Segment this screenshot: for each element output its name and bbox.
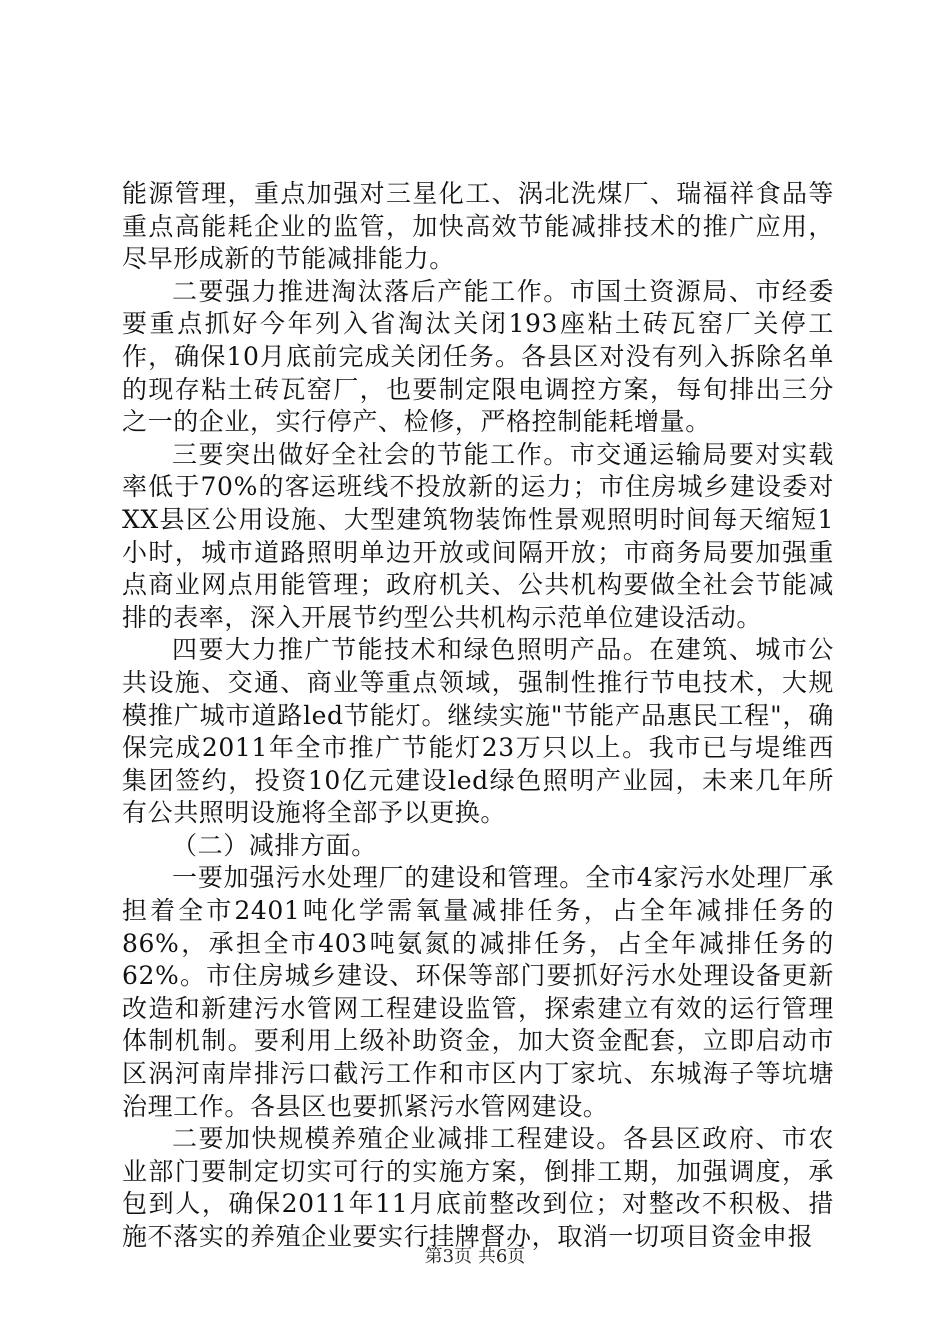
document-body: [122, 178, 834, 1254]
paragraph-society-energy-saving: 三要突出做好全社会的节能工作。市交通运输局要对实载率低于70%的客运班线不投放新的运力；市住房城乡建设委对XX县区公用设施、大型建筑物装饰性景观照明时间每天缩短1小时，城市道路照明单边开放或间隔开放；市商务局要加强重点商业网点用能管理；政府机关、公共机构要做全社会节能减排的表率，深入开展节约型公共机构示范单位建设活动。: [122, 439, 834, 632]
paragraph-sewage-treatment: 一要加强污水处理厂的建设和管理。全市4家污水处理厂承担着全市2401吨化学需氧量减排任务，占全年减排任务的86%，承担全市403吨氨氮的减排任务，占全年减排任务的62%。市住房城乡建设、环保等部门要抓好污水处理设备更新改造和新建污水管网工程建设监管，探索建立有效的运行管理体制机制。要利用上级补助资金，加大资金配套，立即启动市区涡河南岸排污口截污工作和市区内丁家坑、东城海子等坑塘治理工作。各县区也要抓紧污水管网建设。: [122, 863, 834, 1121]
section-heading-emission-reduction: （二）减排方面。: [172, 830, 377, 860]
paragraph-continuation: 能源管理，重点加强对三星化工、涡北洗煤厂、瑞福祥食品等重点高能耗企业的监管，加快高效节能减排技术的推广应用，尽早形成新的节能减排能力。: [122, 179, 834, 274]
page-footer: 第3页 共6页: [424, 1246, 526, 1267]
paragraph-green-lighting: 四要大力推广节能技术和绿色照明产品。在建筑、城市公共设施、交通、商业等重点领域，强制性推行节电技术，大规模推广城市道路led节能灯。继续实施"节能产品惠民工程"，确保完成2011年全市推广节能灯23万只以上。我市已与堤维西集团签约，投资10亿元建设led绿色照明产业园，未来几年所有公共照明设施将全部予以更换。: [122, 635, 834, 828]
paragraph-eliminate-capacity: 二要强力推进淘汰落后产能工作。市国土资源局、市经委要重点抓好今年列入省淘汰关闭193座粘土砖瓦窑厂关停工作，确保10月底前完成关闭任务。各县区对没有列入拆除名单的现存粘土砖瓦窑厂，也要制定限电调控方案，每旬排出三分之一的企业，实行停产、检修，严格控制能耗增量。: [122, 276, 834, 437]
paragraph-livestock-farming: 二要加快规模养殖企业减排工程建设。各县区政府、市农业部门要制定切实可行的实施方案，倒排工期，加强调度，承包到人，确保2011年11月底前整改到位；对整改不积极、措施不落实的养殖企业要实行挂牌督办，取消一切项目资金申报: [122, 1124, 834, 1251]
